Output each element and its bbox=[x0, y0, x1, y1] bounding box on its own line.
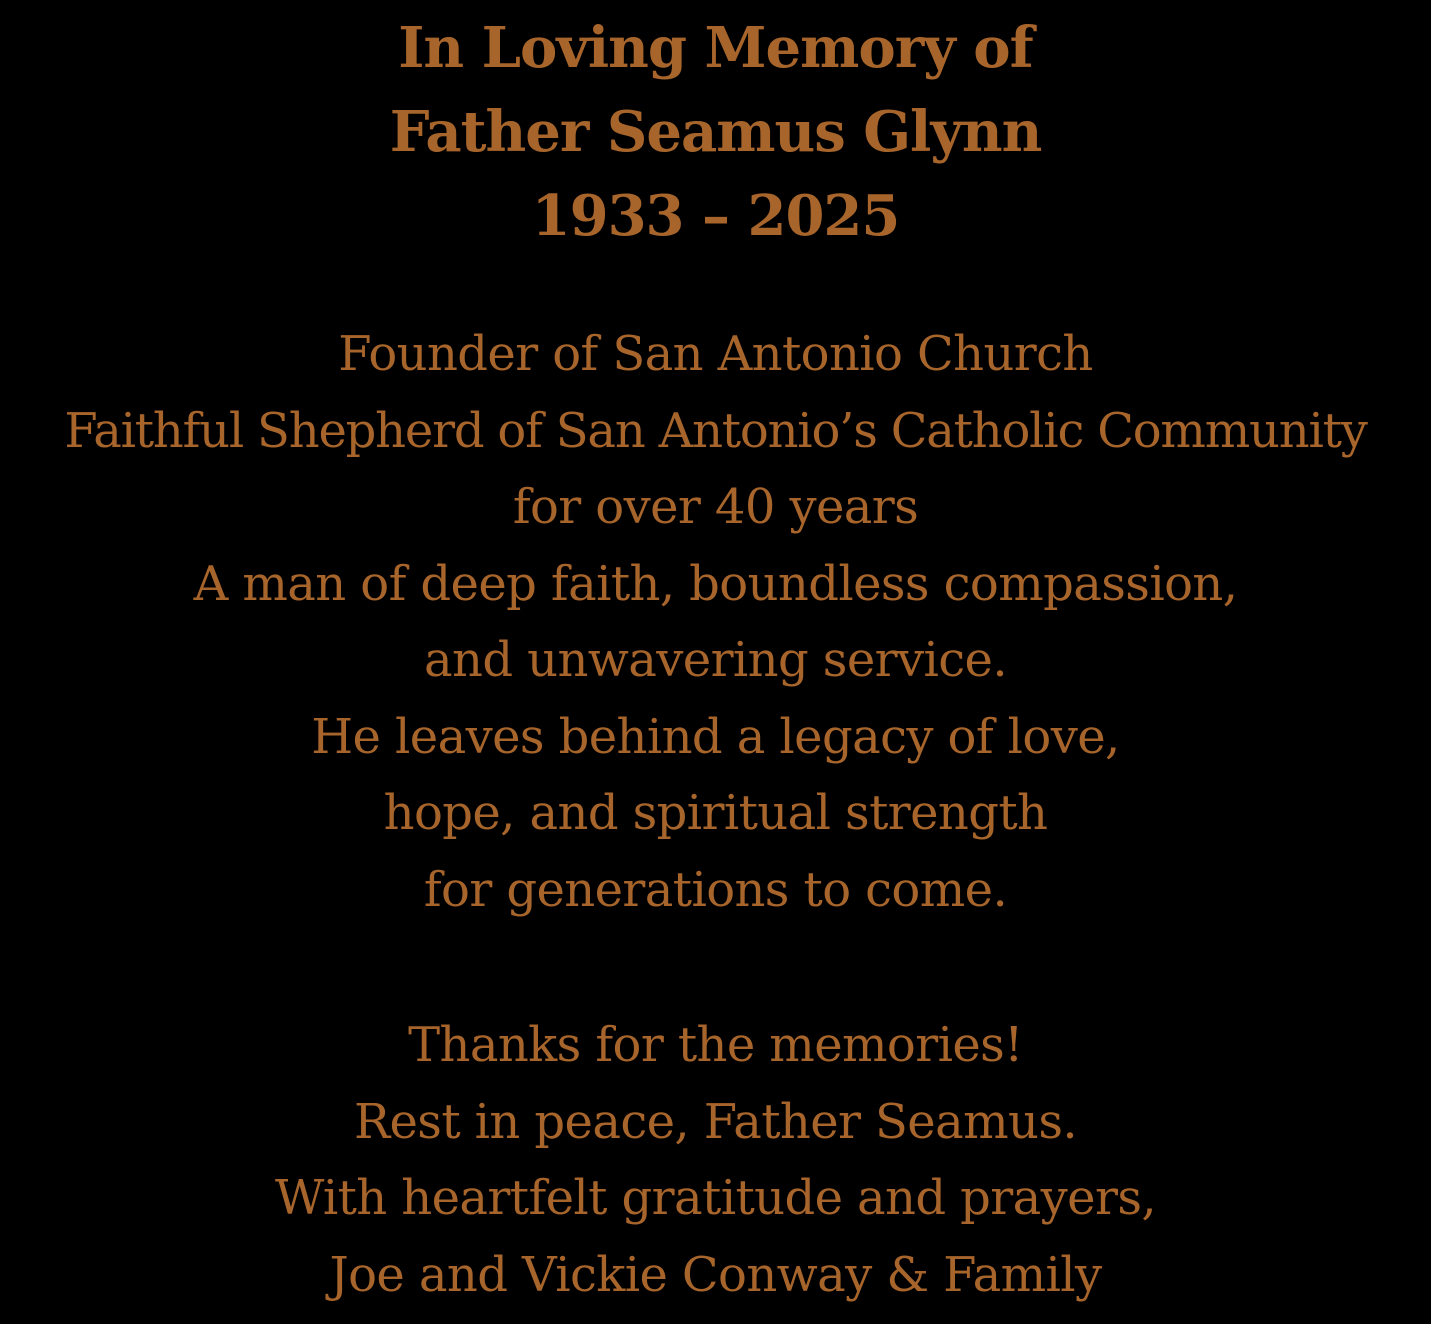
heading-dates: 1933 – 2025 bbox=[531, 183, 900, 249]
closing-text bbox=[0, 1007, 1431, 1313]
heading-name: Father Seamus Glynn bbox=[389, 99, 1042, 165]
tribute-line: for over 40 years bbox=[512, 479, 919, 535]
closing-line: With heartfelt gratitude and prayers, bbox=[274, 1170, 1157, 1226]
closing-line: Thanks for the memories! bbox=[408, 1017, 1023, 1073]
tribute-line: Founder of San Antonio Church bbox=[338, 326, 1093, 382]
tribute-line: Faithful Shepherd of San Antonio’s Catholic Community bbox=[64, 402, 1367, 459]
closing-signature: Joe and Vickie Conway & Family bbox=[329, 1246, 1102, 1303]
tribute-line: hope, and spiritual strength bbox=[383, 785, 1048, 841]
heading-in-loving-memory: In Loving Memory of bbox=[398, 15, 1033, 81]
tribute-text bbox=[0, 316, 1431, 928]
tribute-line: A man of deep faith, boundless compassion, bbox=[193, 555, 1238, 612]
memorial-heading bbox=[0, 6, 1431, 258]
tribute-line: He leaves behind a legacy of love, bbox=[311, 708, 1120, 765]
closing-line: Rest in peace, Father Seamus. bbox=[353, 1093, 1078, 1150]
tribute-line: and unwavering service. bbox=[424, 632, 1007, 688]
tribute-line: for generations to come. bbox=[423, 861, 1008, 918]
